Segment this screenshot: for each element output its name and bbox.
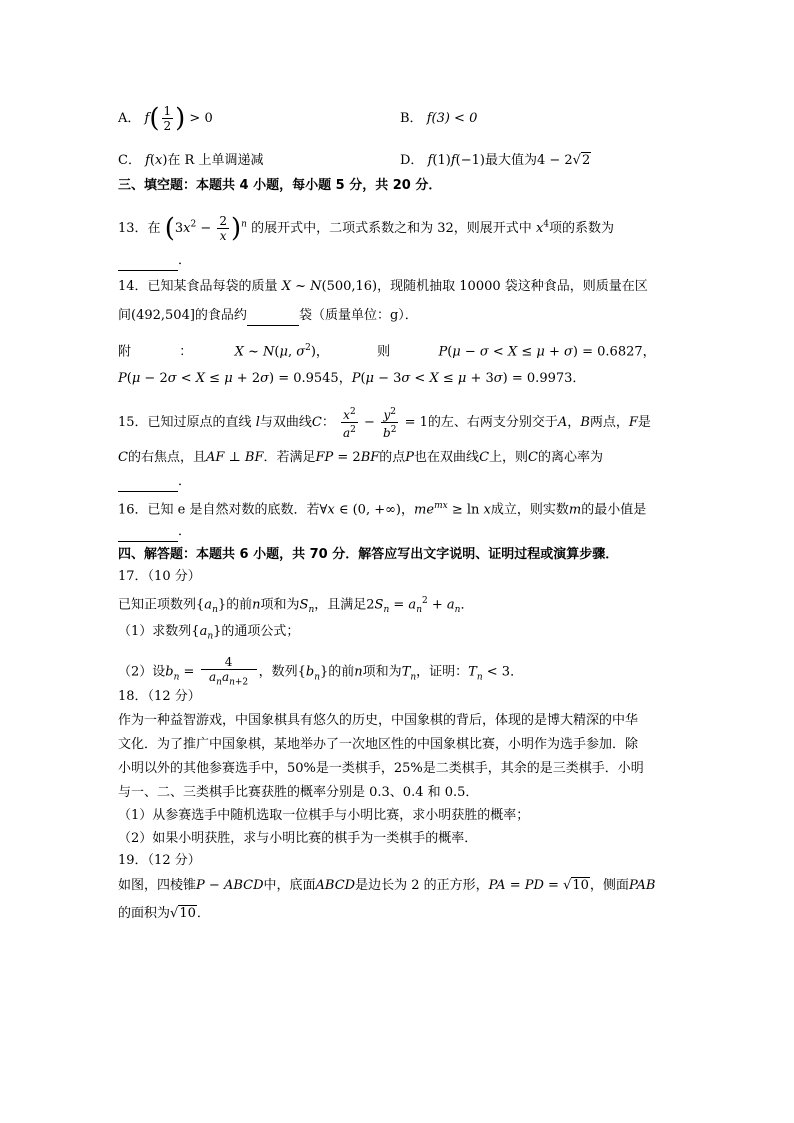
question-18-para-1: 作为一种益智游戏，中国象棋具有悠久的历史，中国象棋的背后，体现的是博大精深的中华 bbox=[118, 713, 639, 728]
question-17-part-1: （1）求数列$\{a_n\}$的通项公式； bbox=[118, 624, 300, 642]
question-18-para-4: 与一、二、三类棋手比赛获胜的概率分别是 0.3、0.4 和 0.5． bbox=[118, 785, 479, 800]
question-18-part-1: （1）从参赛选手中随机选取一位棋手与小明比赛，求小明获胜的概率； bbox=[118, 808, 530, 823]
question-18-score: 18．（12 分） bbox=[118, 689, 201, 704]
question-14-line-3: 附 ： X ~ N(μ, $\sigma^2$)， 则 P(μ − σ < X ≤ μ + σ) = 0.6827， bbox=[118, 343, 656, 360]
question-19-line-2: 的面积为√10． bbox=[118, 906, 210, 921]
option-d: D． f(1)f(−1)最大值为4 − 2√2 bbox=[400, 153, 591, 168]
section-3-heading: 三、填空题：本题共 4 小题，每小题 5 分，共 20 分． bbox=[118, 178, 442, 193]
question-14-line-4: P(μ − 2σ < X ≤ μ + 2σ) = 0.9545，P(μ − 3σ < X ≤ μ + 3σ) = 0.9973． bbox=[118, 371, 586, 386]
question-16-blank: ． bbox=[118, 523, 191, 542]
question-14-line-2: 间(492,504]的食品约 袋（质量单位：g）． bbox=[118, 307, 418, 326]
question-17-stem: 已知正项数列$\{a_n\}$的前n项和为$S_n$，且满足$2S_n = a_n^2 + a_n$． bbox=[118, 596, 474, 615]
option-a: A． f( $\frac{1}{2}$ ) > 0 bbox=[118, 103, 213, 134]
question-19-score: 19．（12 分） bbox=[118, 853, 201, 868]
question-15-blank: ． bbox=[118, 473, 191, 492]
question-16: 16．已知 e 是自然对数的底数．若∀x ∈ (0, +∞)，$me^{mx} \ge \ln x$成立，则实数m的最小值是 bbox=[118, 501, 647, 518]
option-b: B． f(3) < 0 bbox=[400, 111, 478, 126]
question-19-line-1: 如图，四棱锥P − ABCD中，底面ABCD是边长为 2 的正方形，PA = PD = √10，侧面PAB bbox=[118, 878, 656, 893]
question-17-score: 17．（10 分） bbox=[118, 569, 201, 584]
question-15-line-2: C的右焦点，且AF ⊥ BF．若满足FP = 2BF的点P也在双曲线C上，则C的离心率为 bbox=[118, 450, 603, 465]
question-18-para-3: 小明以外的其他参赛选手中，50%是一类棋手，25%是二类棋手，其余的是三类棋手．小明 bbox=[118, 761, 644, 776]
question-17-part-2: （2）设$b_n$ = $\frac{4}{a_na_{n+2}}$ ，数列$\{b_n\}$的前n项和为$T_n$，证明：$T_n < 3$． bbox=[118, 655, 524, 688]
question-15-line-1: 15．已知过原点的直线 l与双曲线C： $\frac{x^2}{a^2}$ − $\frac{y^2}{b^2}$ = 1的左、右两支分别交于A，B两点，F是 bbox=[118, 407, 651, 440]
question-14-line-1: 14．已知某食品每袋的质量 X ~ N(500,16)，现随机抽取 10000 袋这种食品，则质量在区 bbox=[118, 279, 648, 294]
question-13-blank: ． bbox=[118, 252, 191, 271]
option-c: C． f(x)在 R 上单调递减 bbox=[118, 153, 264, 168]
question-18-part-2: （2）如果小明获胜，求与小明比赛的棋手为一类棋手的概率． bbox=[118, 831, 478, 846]
question-13: 13．在 ($3x^2$ − $\frac{2}{x}$ )$^n$ 的展开式中，二项式系数之和为 32，则展开式中 $x^4$项的系数为 bbox=[118, 213, 615, 244]
question-18-para-2: 文化．为了推广中国象棋，某地举办了一次地区性的中国象棋比赛，小明作为选手参加．除 bbox=[118, 737, 639, 752]
section-4-heading: 四、解答题：本题共 6 小题，共 70 分．解答应写出文字说明、证明过程或演算步骤． bbox=[118, 547, 619, 562]
